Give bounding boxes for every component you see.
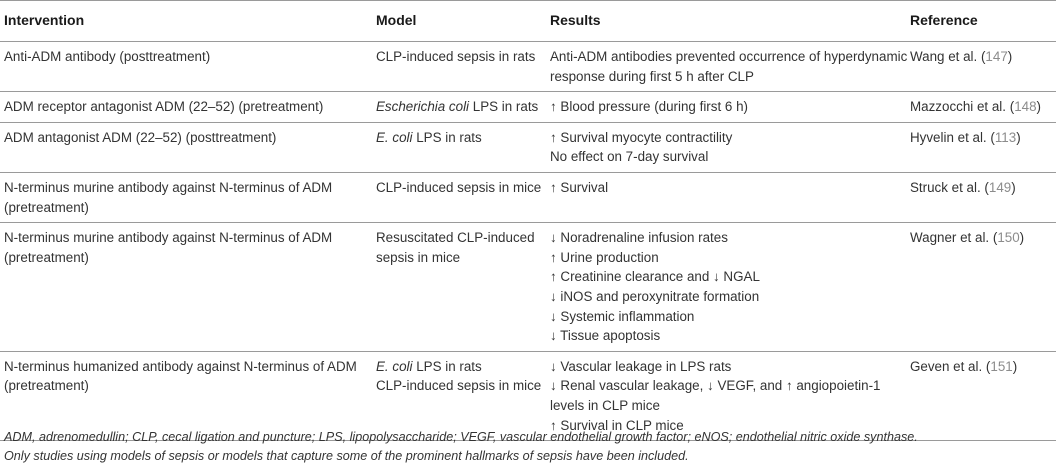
model-text: CLP-induced sepsis in rats (376, 49, 536, 64)
table-row (0, 92, 1056, 123)
model-cell (376, 223, 550, 352)
header-intervention: Intervention (4, 12, 85, 29)
model-text: CLP-induced sepsis in mice (376, 378, 542, 394)
reference-link[interactable]: 148 (1014, 99, 1037, 115)
model-text: CLP-induced sepsis in mice (376, 179, 542, 195)
reference-close: ) (1019, 230, 1025, 246)
table-row (0, 223, 1056, 352)
intervention-cell: N-terminus murine antibody against N-terminus of ADM (pretreatment) (4, 179, 333, 215)
reference-link[interactable]: 151 (990, 358, 1013, 374)
result-line: Anti-ADM antibodies prevented occurrence of hyperdynamic response during first 5 h after CLP (550, 49, 908, 84)
reference-link[interactable]: 149 (988, 179, 1012, 195)
reference-cell (910, 122, 1056, 172)
result-line: ↑ Blood pressure (during first 6 h) (550, 99, 748, 115)
results-cell (550, 92, 910, 123)
result-line: No effect on 7-day survival (550, 149, 709, 165)
model-organism: E. coli (376, 358, 413, 374)
reference-close: ) (1036, 99, 1041, 115)
reference-close: ) (1007, 49, 1013, 64)
reference-author: Struck et al. ( (910, 179, 989, 195)
header-results: Results (550, 12, 601, 29)
result-line: ↓ Noradrenaline infusion rates (550, 230, 728, 246)
model-organism: Escherichia coli (376, 99, 470, 115)
model-organism: E. coli (376, 129, 413, 145)
result-line: ↑ Survival myocyte contractility (550, 129, 733, 145)
result-line: ↓ iNOS and peroxynitrate formation (550, 288, 760, 304)
result-line: ↑ Urine production (550, 249, 659, 265)
reference-close: ) (1016, 129, 1021, 145)
table-footnote (4, 428, 1054, 466)
model-cell (376, 172, 550, 222)
result-line: ↓ Vascular leakage in LPS rats (550, 358, 732, 374)
result-line: ↓ Systemic inflammation (550, 308, 695, 324)
model-cell (376, 122, 550, 172)
footnote-abbreviations: ADM, adrenomedullin; CLP, cecal ligation and puncture; LPS, lipopolysaccharide; VEGF, vascular endothelial growth factor; eNOS; endothelial nitric oxide synthase. (4, 430, 918, 444)
reference-author: Geven et al. ( (910, 358, 991, 374)
reference-author: Hyvelin et al. ( (910, 129, 995, 145)
intervention-cell: N-terminus murine antibody against N-terminus of ADM (pretreatment) (4, 230, 333, 265)
reference-cell (910, 42, 1056, 92)
results-cell (550, 122, 910, 172)
model-text: LPS in rats (469, 99, 539, 115)
reference-close: ) (1012, 358, 1018, 374)
results-cell (550, 42, 910, 92)
result-line: ↑ Survival (550, 179, 609, 195)
table-row (0, 42, 1056, 92)
table-row (0, 122, 1056, 172)
model-text: Resuscitated CLP-induced sepsis in mice (376, 230, 535, 265)
header-reference: Reference (910, 12, 978, 29)
model-cell (376, 42, 550, 92)
intervention-cell: ADM receptor antagonist ADM (22–52) (pretreatment) (4, 99, 324, 115)
model-text: LPS in rats (412, 129, 482, 145)
results-cell (550, 223, 910, 352)
reference-author: Mazzocchi et al. ( (910, 99, 1015, 115)
reference-link[interactable]: 147 (985, 49, 1008, 64)
reference-link[interactable]: 113 (994, 129, 1017, 145)
intervention-cell: ADM antagonist ADM (22–52) (posttreatment) (4, 129, 277, 145)
intervention-cell: Anti-ADM antibody (posttreatment) (4, 49, 211, 64)
footnote-inclusion-note: Only studies using models of sepsis or models that capture some of the prominent hallmarks of sepsis have been included. (4, 449, 689, 463)
reference-link[interactable]: 150 (997, 230, 1020, 246)
header-row (0, 1, 1056, 42)
header-model: Model (376, 12, 417, 29)
reference-close: ) (1011, 179, 1016, 195)
intervention-cell: N-terminus humanized antibody against N-terminus of ADM (pretreatment) (4, 358, 357, 394)
model-text: LPS in rats (412, 358, 482, 374)
result-line: ↑ Survival in CLP mice (550, 417, 684, 433)
results-cell (550, 172, 910, 222)
result-line: ↓ Tissue apoptosis (550, 328, 661, 344)
model-cell (376, 92, 550, 123)
model-line (376, 357, 550, 377)
table-row (0, 172, 1056, 222)
reference-author: Wang et al. ( (910, 49, 986, 64)
reference-author: Wagner et al. ( (910, 230, 998, 246)
result-line: ↑ Creatinine clearance and ↓ NGAL (550, 269, 760, 285)
reference-cell (910, 92, 1056, 123)
result-line: ↓ Renal vascular leakage, ↓ VEGF, and ↑ angiopoietin-1 levels in CLP mice (550, 378, 881, 413)
reference-cell (910, 172, 1056, 222)
reference-cell (910, 223, 1056, 352)
